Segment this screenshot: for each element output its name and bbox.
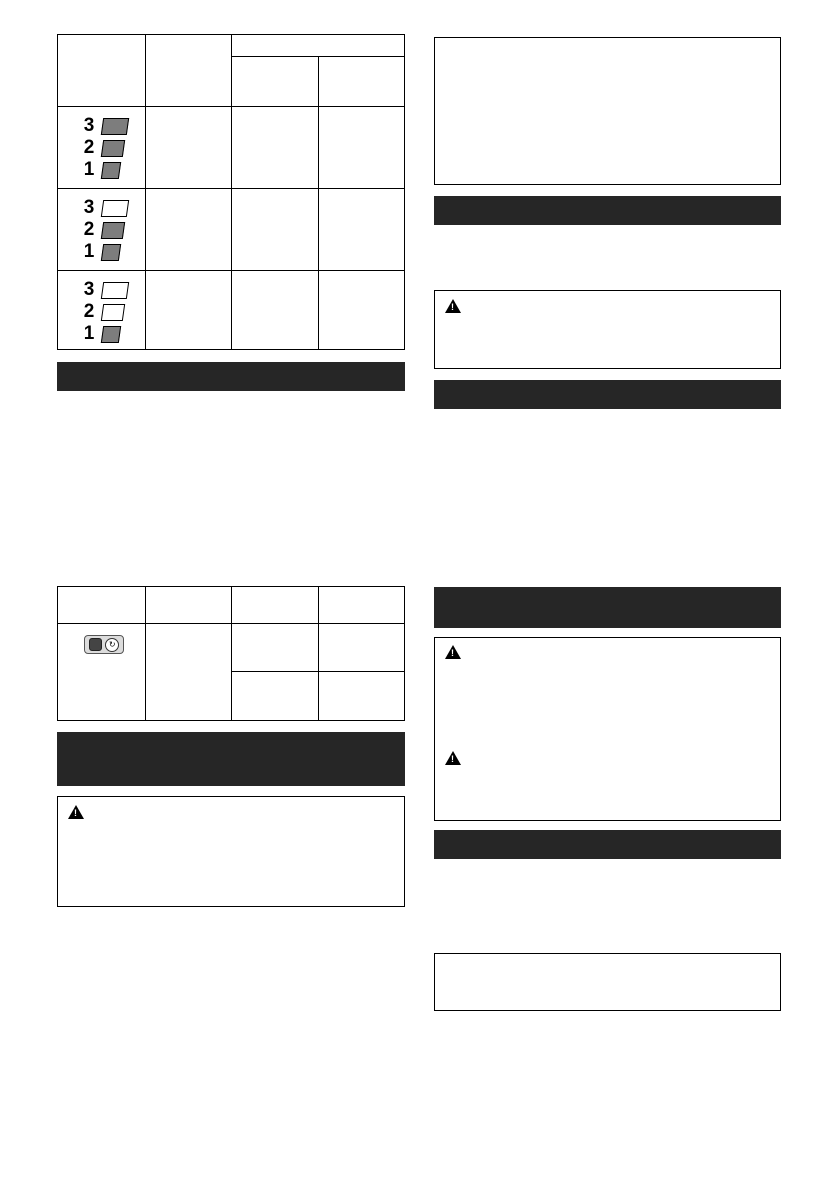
indicator-table [57,34,405,350]
section-header-bar [434,380,781,409]
indicator-level-number: 2 [83,137,95,158]
table-divider [231,35,232,349]
table-divider [318,56,319,349]
section-header-bar [57,362,405,391]
indicator-lit-icon [101,244,121,261]
section-header-bar [434,196,781,225]
indicator-row [58,188,146,270]
indicator-level-number: 1 [83,323,95,344]
indicator-level-number: 1 [83,241,95,262]
table-divider [231,587,232,720]
section-header-bar [434,587,781,628]
table-divider [318,587,319,720]
indicator-level [82,219,124,241]
indicator-level-number: 3 [83,115,95,136]
indicator-lit-icon [101,140,125,157]
indicator-lit-icon [101,222,125,239]
warning-triangle-icon [68,805,84,819]
indicator-level-number: 2 [83,301,95,322]
indicator-level [82,159,120,181]
indicator-off-icon [101,282,129,299]
indicator-lit-icon [101,118,129,135]
indicator-level-number: 3 [83,279,95,300]
indicator-level [82,197,128,219]
indicator-lit-icon [101,162,121,179]
indicator-row [58,270,146,352]
section-header-bar [57,732,405,786]
indicator-level-number: 2 [83,219,95,240]
indicator-row [58,106,146,188]
indicator-off-icon [101,200,129,217]
warning-triangle-icon [445,299,461,313]
mode-button-icon [84,635,124,654]
mode-symbol-icon: ↻ [105,638,119,652]
note-box [434,37,781,185]
indicator-level [82,301,124,323]
warning-box [434,290,781,369]
indicator-level-number: 1 [83,159,95,180]
section-header-bar [434,830,781,859]
indicator-level [82,137,124,159]
indicator-level [82,279,128,301]
warning-triangle-icon [445,645,461,659]
mode-cell [58,623,145,683]
indicator-off-icon [101,304,125,321]
warning-triangle-icon [445,751,461,765]
table-divider [145,587,146,720]
indicator-level-number: 3 [83,197,95,218]
table-divider [231,671,404,672]
indicator-level [82,241,120,263]
indicator-lit-icon [101,326,121,343]
note-box [434,953,781,1011]
light-indicator-icon [89,638,102,651]
indicator-level [82,115,128,137]
table-divider [231,56,404,57]
mode-table [57,586,405,721]
warning-box [57,796,405,907]
warning-box [434,637,781,821]
indicator-level [82,323,120,345]
